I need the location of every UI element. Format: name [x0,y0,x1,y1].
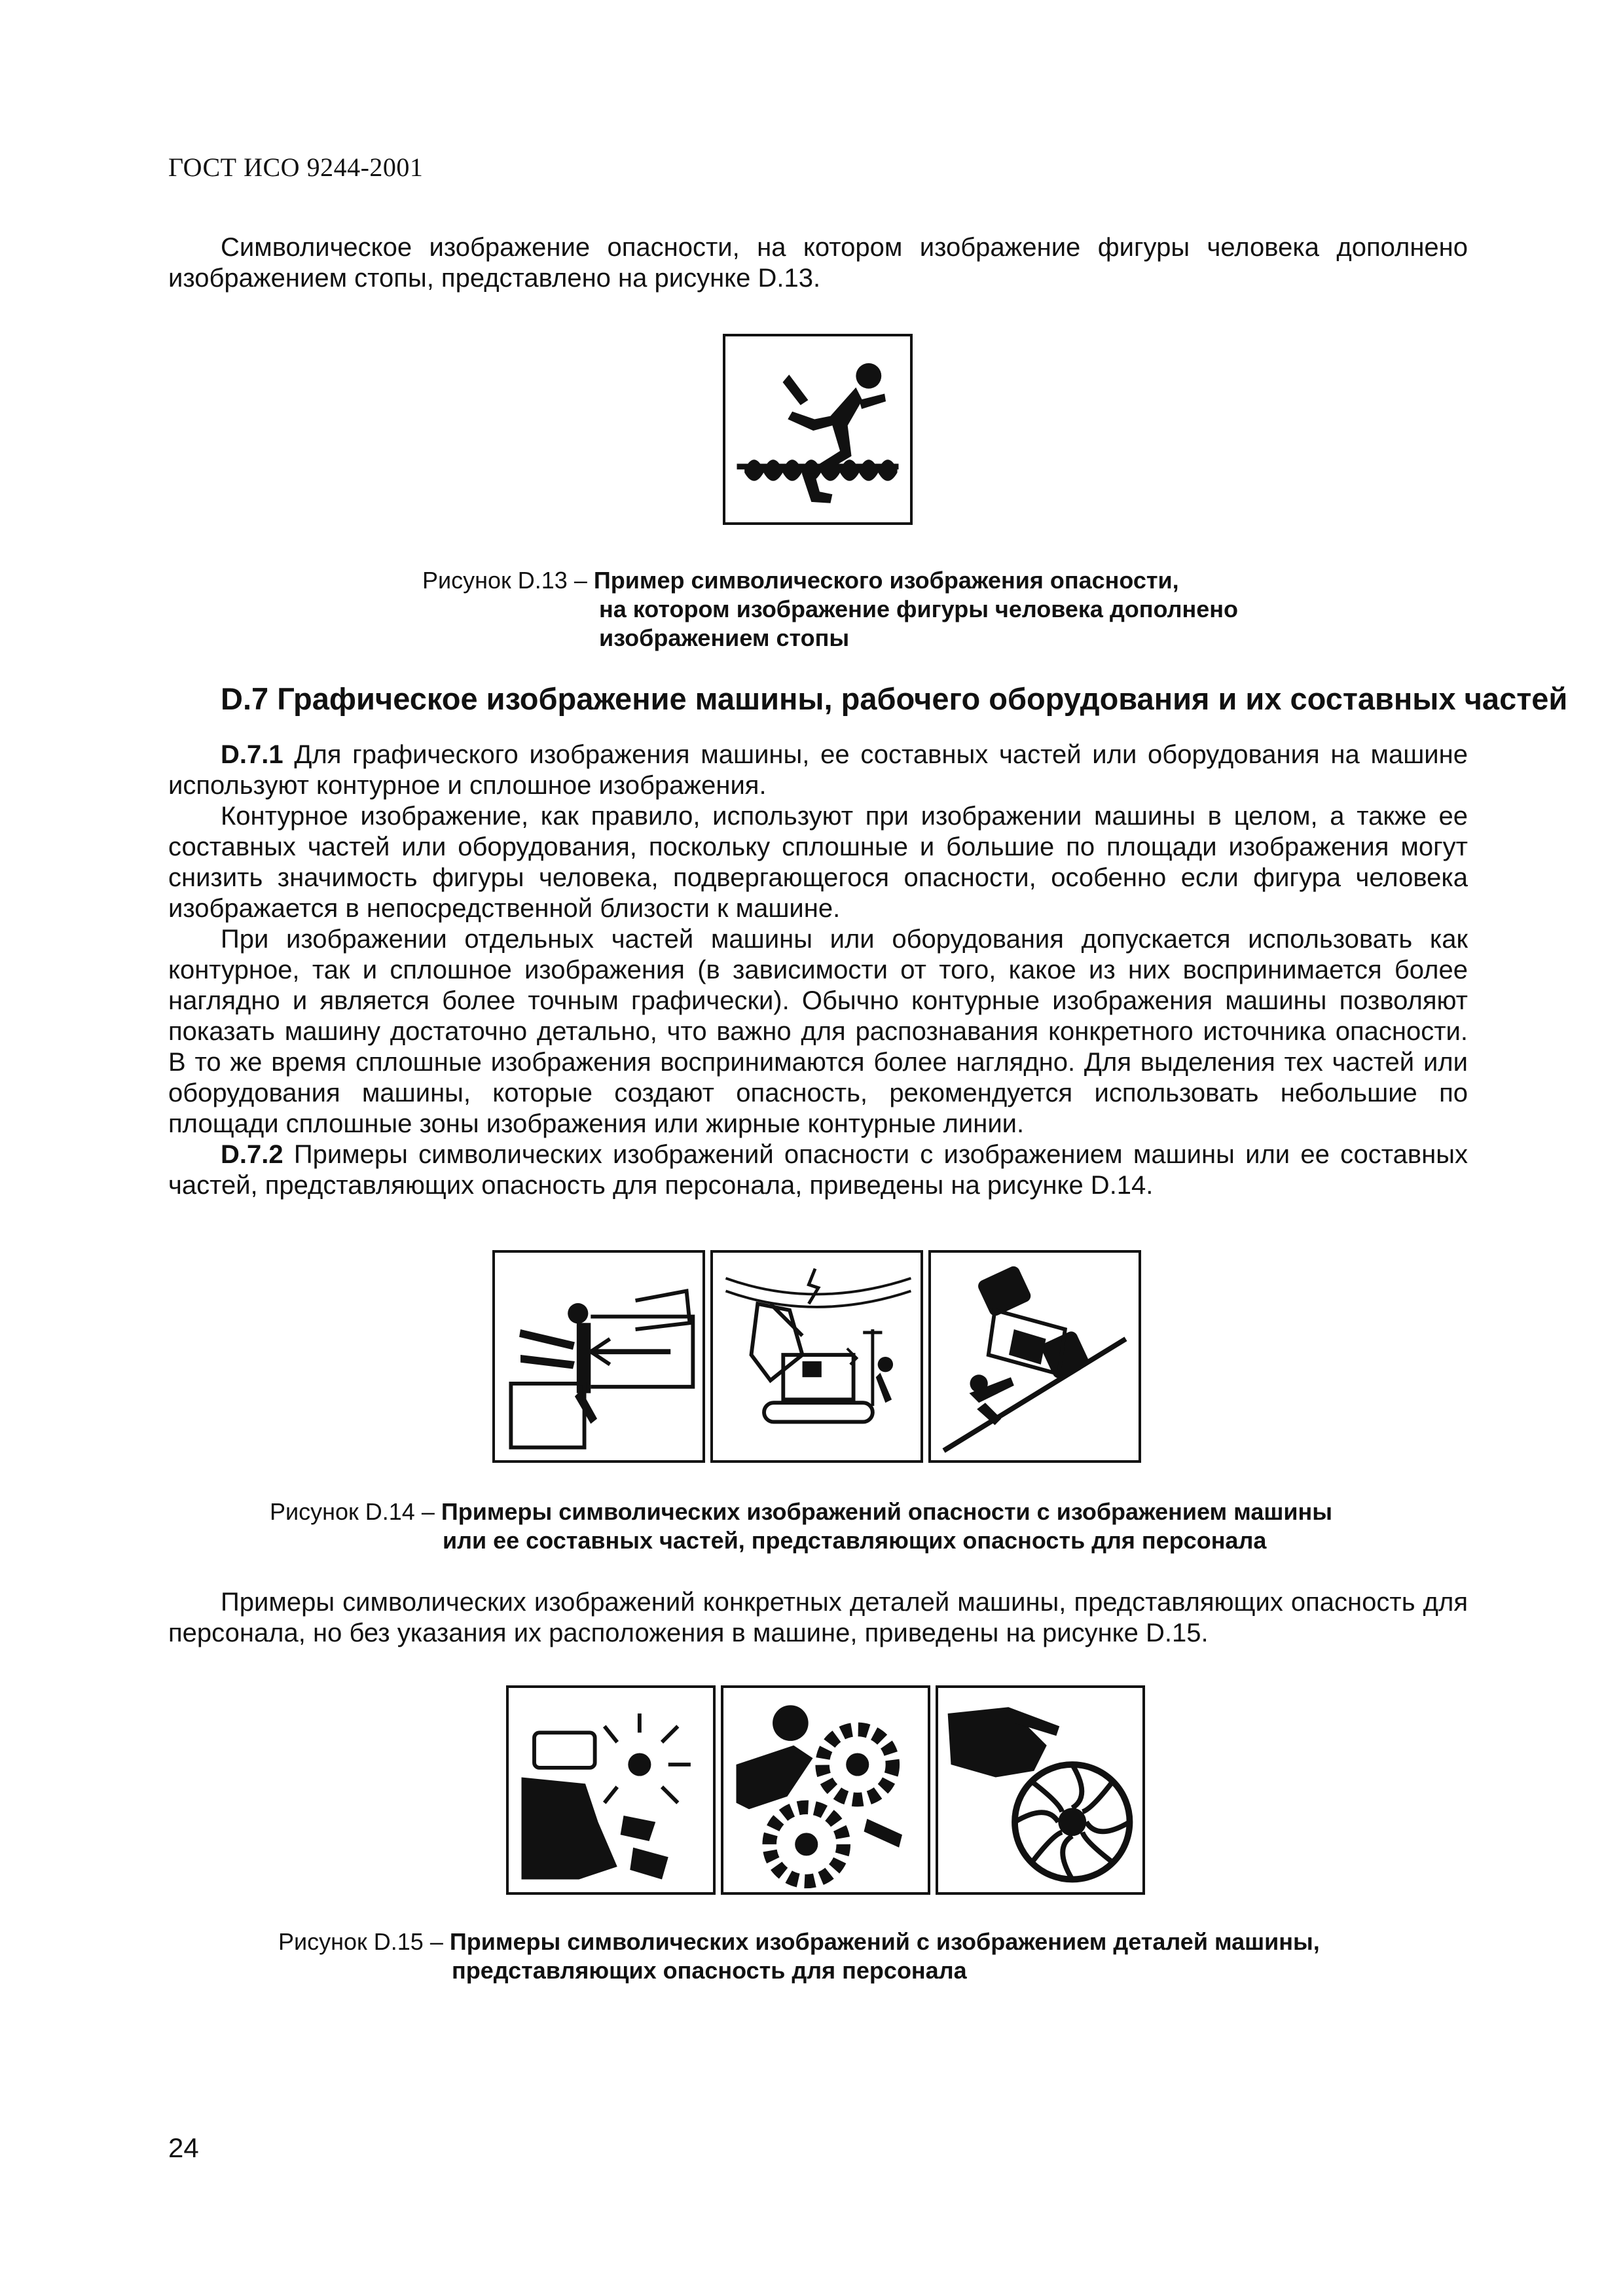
figure-d15-caption [278,1928,1320,1985]
figure-d14-pictogram-2 [710,1250,923,1463]
paragraph-d71: D.7.1 Для графического изображения машины, ее составных частей или оборудования на машине используют контурное и сплошное изображения. [168,740,1468,800]
page-number: 24 [168,2132,199,2163]
crush-between-machine-icon [495,1253,702,1460]
section-heading: D.7 Графическое изображение машины, рабочего оборудования и их составных частей [221,681,1568,716]
figure-d14-caption-line1: Примеры символических изображений опасности с изображением машины [441,1498,1332,1525]
figure-d13-pictogram [723,334,913,525]
figure-d15-caption-line2: представляющих опасность для персонала [452,1957,967,1984]
flying-debris-icon [509,1688,713,1892]
figure-d13-caption-label: Рисунок D.13 – [422,567,594,594]
figure-d14-pictogram-3 [928,1250,1141,1463]
figure-d15-caption-label: Рисунок D.15 – [278,1928,450,1955]
figure-d15-intro [168,1587,1468,1649]
excavator-power-line-icon [713,1253,921,1460]
paragraph-parts: При изображении отдельных частей машины или оборудования допускается использовать как контурное, так и сплошное изображения (в зависимости от того, какое из них воспринимается более наглядно и является более точным графически). Обычно контурные изображения машины позволяют показать машину достаточно детально, что важно для распознавания конкретного источника опасности. В то же время сплошные изображения воспринимаются более наглядно. Для выделения тех частей или оборудования машины, которые создают опасность, рекомендуется использовать небольшие по площади сплошные зоны изображения или жирные контурные линии. [168,925,1468,1138]
figure-d13-caption-line3: изображением стопы [599,624,850,651]
falling-person-auger-icon [725,336,910,522]
figure-d14-caption-label: Рисунок D.14 – [270,1498,441,1525]
document-header: ГОСТ ИСО 9244-2001 [168,152,424,182]
rotating-fan-hand-icon [938,1688,1142,1892]
figure-d13-caption-line2: на котором изображение фигуры человека дополнено [599,596,1239,622]
tractor-rollover-icon [931,1253,1139,1460]
section-body [168,740,1468,1201]
figure-d13-caption [422,566,1238,653]
figure-d15-intro-text: Примеры символических изображений конкретных деталей машины, представляющих опасность для персонала, но без указания их расположения в машине, приведены на рисунке D.15. [168,1588,1468,1647]
intro-text: Символическое изображение опасности, на котором изображение фигуры человека дополнено изображением стопы, представлено на рисунке D.13. [168,233,1468,293]
figure-d14-caption [270,1498,1332,1555]
figure-d14-pictogram-1 [492,1250,705,1463]
gear-entanglement-icon [723,1688,928,1892]
intro-paragraph [168,232,1468,294]
figure-d15-pictogram-2 [721,1685,930,1895]
paragraph-d72: D.7.2 Примеры символических изображений опасности с изображением машины или ее составных частей, представляющих опасность для персонала, приведены на рисунке D.14. [168,1140,1468,1200]
clause-number-d72: D.7.2 [221,1140,283,1169]
paragraph-contour: Контурное изображение, как правило, используют при изображении машины в целом, а также ее составных частей или оборудования, поскольку сплошные и большие по площади изображения могут снизить значимость фигуры человека, подвергающегося опасности, особенно если фигура человека изображается в непосредственной близости к машине. [168,802,1468,923]
figure-d13-caption-line1: Пример символического изображения опасности, [593,567,1179,594]
figure-d15-caption-line1: Примеры символических изображений с изображением деталей машины, [449,1928,1320,1955]
clause-number-d71: D.7.1 [221,740,283,769]
figure-d14-caption-line2: или ее составных частей, представляющих опасность для персонала [443,1527,1267,1554]
figure-d15-pictogram-3 [936,1685,1145,1895]
figure-d15-pictogram-1 [506,1685,716,1895]
